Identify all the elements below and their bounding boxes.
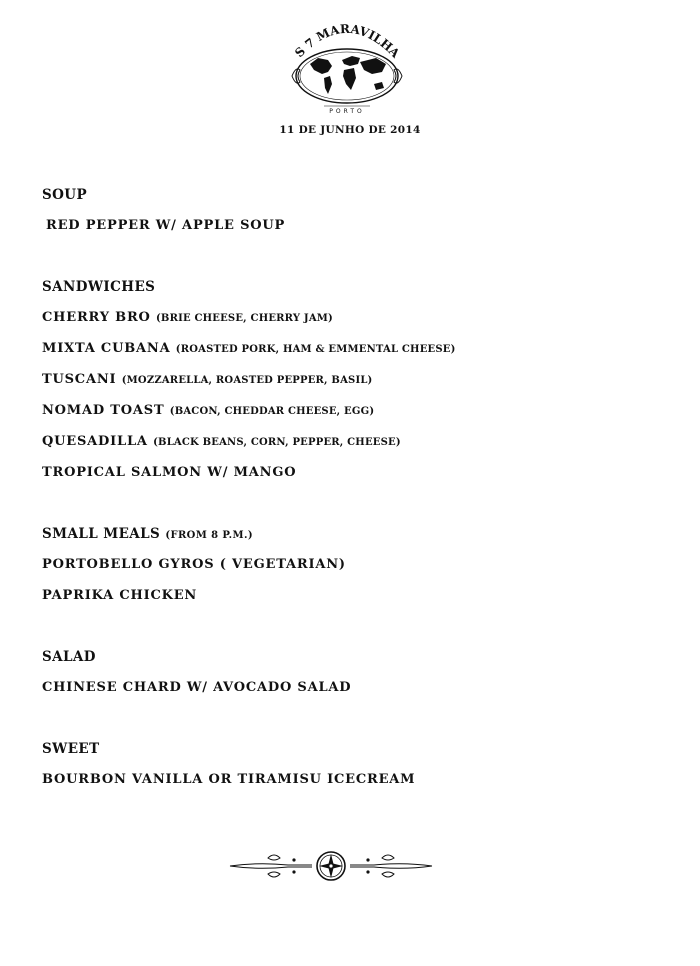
item-name: BOURBON VANILLA OR TIRAMISU ICECREAM: [42, 772, 416, 787]
item-name: CHINESE CHARD W/ AVOCADO SALAD: [42, 680, 352, 695]
menu-item: [42, 308, 662, 339]
logo-text: S 7 MARAVILHA: [292, 21, 403, 61]
section-title: SWEET: [42, 741, 100, 757]
item-name: TUSCANI: [42, 372, 117, 387]
menu-item: [42, 770, 662, 801]
item-name: TROPICAL SALMON W/ MANGO: [42, 465, 297, 480]
item-name: PAPRIKA CHICKEN: [42, 588, 198, 603]
world-map-emblem-icon: [288, 14, 406, 114]
item-description: (BLACK BEANS, CORN, PEPPER, CHEESE): [153, 437, 401, 448]
footer-ornament: [228, 848, 434, 884]
section-title-text: SMALL MEALS: [42, 526, 161, 542]
menu-item: [42, 339, 662, 370]
menu-item: [42, 678, 662, 709]
item-name: RED PEPPER W/ APPLE SOUP: [46, 218, 286, 233]
menu-item: [42, 216, 662, 247]
item-name: MIXTA CUBANA: [42, 341, 171, 356]
section-note: (FROM 8 P.M.): [165, 530, 253, 541]
menu-date: 11 DE JUNHO DE 2014: [279, 124, 421, 136]
menu-item: [42, 586, 662, 617]
svg-text:AS 7 MARAVILHAS: [288, 14, 403, 61]
section-title: SOUP: [42, 187, 88, 203]
item-name: QUESADILLA: [42, 434, 148, 449]
section-title: [42, 524, 662, 555]
menu-item: [42, 463, 662, 494]
logo-subtext: PORTO: [329, 108, 365, 114]
section-title: SANDWICHES: [42, 279, 156, 295]
section-title: SALAD: [42, 649, 96, 665]
section-sandwiches: [42, 277, 662, 494]
item-description: (MOZZARELLA, ROASTED PEPPER, BASIL): [121, 375, 373, 386]
item-description: (ROASTED PORK, HAM & EMMENTAL CHEESE): [175, 344, 456, 355]
menu-item: [42, 401, 662, 432]
menu-list: [42, 185, 662, 831]
item-name: CHERRY BRO: [42, 310, 151, 325]
menu-item: [42, 432, 662, 463]
section-salad: [42, 647, 662, 709]
item-description: (BRIE CHEESE, CHERRY JAM): [156, 313, 333, 324]
section-sweet: [42, 739, 662, 801]
section-small-meals: [42, 524, 662, 617]
item-name: NOMAD TOAST: [42, 403, 165, 418]
logo-emblem: [288, 14, 406, 114]
item-name: PORTOBELLO GYROS ( VEGETARIAN): [42, 557, 346, 572]
menu-item: [42, 370, 662, 401]
menu-item: [42, 555, 662, 586]
compass-rose-flourish-icon: [228, 848, 434, 884]
section-soup: [42, 185, 662, 247]
item-description: (BACON, CHEDDAR CHEESE, EGG): [169, 406, 375, 417]
